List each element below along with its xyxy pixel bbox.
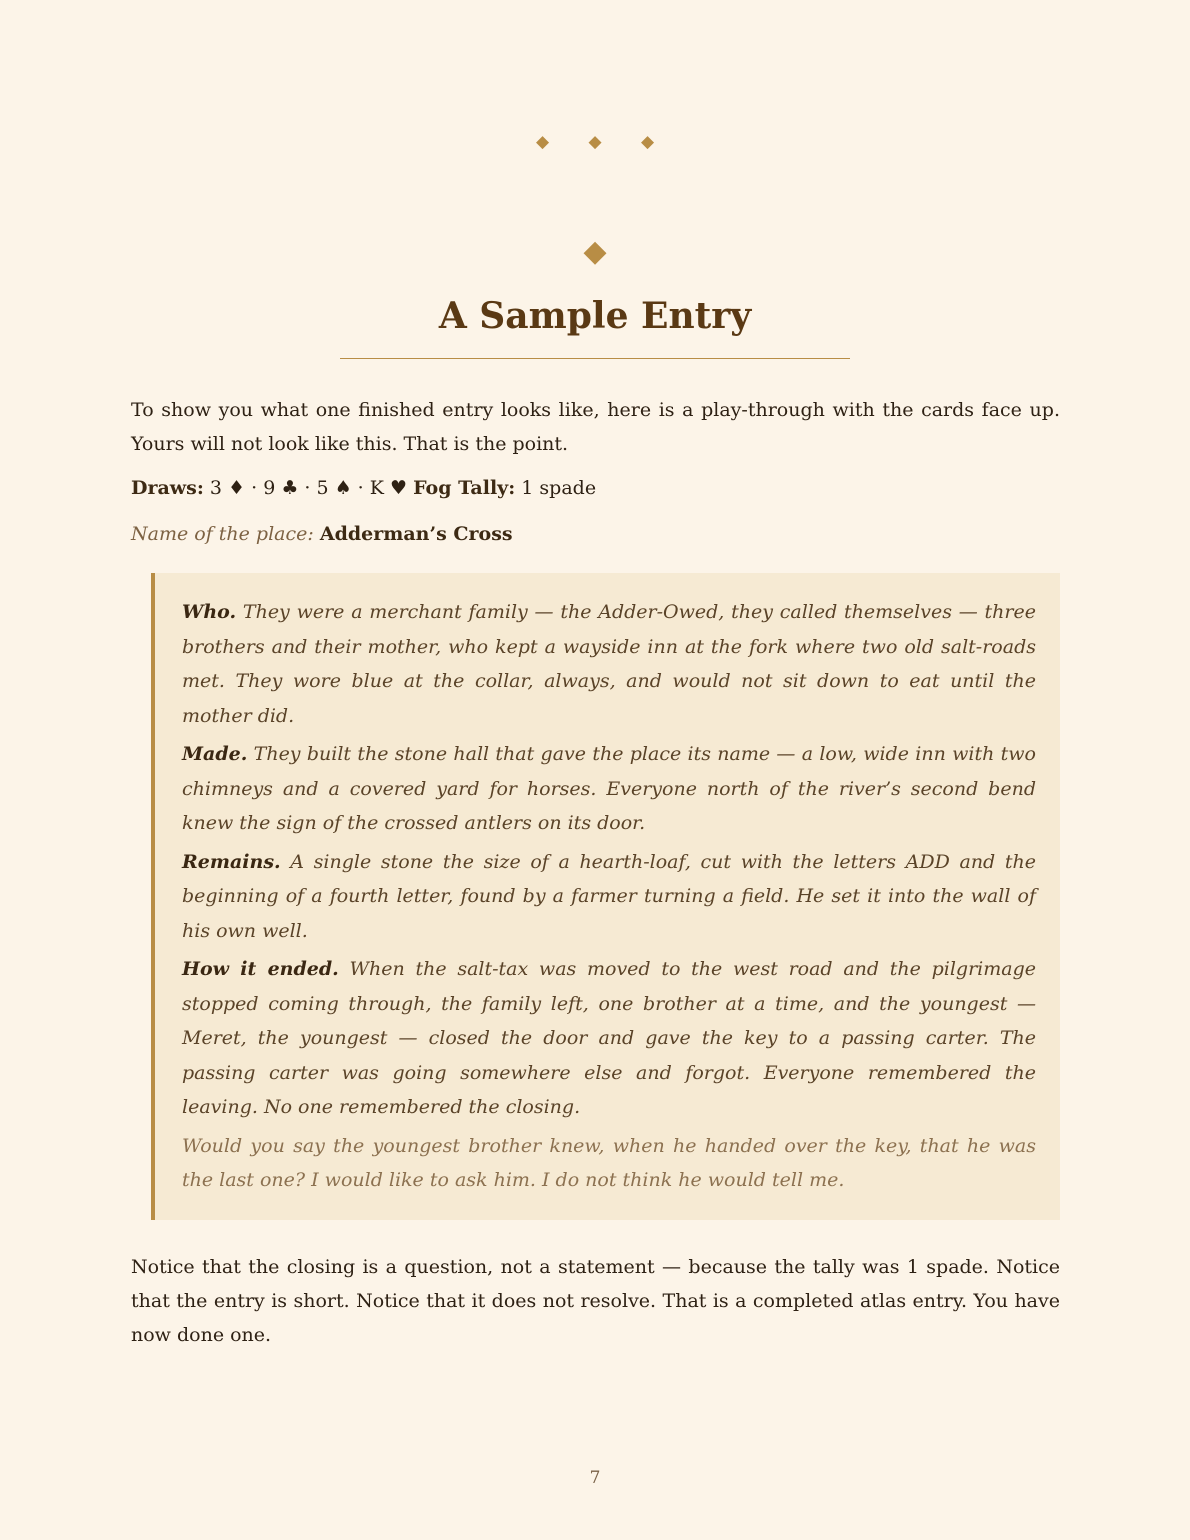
draws-line — [131, 471, 1060, 505]
entry-section-how-it-ended — [182, 952, 1036, 1125]
page-number: 7 — [589, 1468, 601, 1488]
diamond-ornament-icon: ◆ — [588, 132, 602, 152]
page-content — [131, 393, 1060, 1352]
entry-closing-question: Would you say the youngest brother knew, when he handed over the key, that he was the last one? I would like to ask him. I do not think he would tell me. — [182, 1134, 1036, 1191]
draws-label: Draws: — [131, 477, 204, 499]
section-text: When the salt-tax was moved to the west road and the pilgrimage stopped coming through, the family left, one brother at a time, and the youngest — Meret, the youngest — closed the door and gave the key to a passing carter. The passing carter was going somewhere else and forgot. Everyone remembered the leaving. No one remembered the closing. — [182, 958, 1037, 1118]
intro-paragraph: To show you what one finished entry looks like, here is a play-through with the cards face up. Yours will not look like this. That is the point. — [131, 399, 1060, 455]
title-diamond-icon: ◆ — [583, 234, 607, 269]
section-label: Who. — [182, 601, 237, 623]
diamond-ornament-icon: ◆ — [535, 132, 550, 152]
sample-entry-block — [151, 573, 1060, 1220]
entry-section-remains — [182, 845, 1036, 949]
diamond-ornament-icon: ◆ — [640, 132, 655, 152]
page-title: A Sample Entry — [438, 295, 752, 337]
section-label: How it ended. — [182, 958, 339, 980]
fog-tally-value: 1 spade — [521, 477, 597, 499]
entry-section-made — [182, 737, 1036, 841]
section-text: They built the stone hall that gave the place its name — a low, wide inn with two chimneys and a covered yard for horses. Everyone north of the river’s second bend knew the sign of the crossed antlers on its door. — [182, 743, 1036, 834]
place-name-line — [131, 517, 1060, 551]
section-label: Made. — [182, 743, 248, 765]
place-name: Adderman’s Cross — [319, 523, 513, 545]
draws-value: 3 ♦ · 9 ♣ · 5 ♠ · K ♥ — [209, 477, 408, 499]
entry-section-who — [182, 595, 1036, 733]
top-ornament-row — [0, 132, 1190, 152]
fog-tally-label: Fog Tally: — [413, 477, 516, 499]
section-text: They were a merchant family — the Adder-Owed, they called themselves — three brothers and their mother, who kept a wayside inn at the fork where two old salt-roads met. They wore blue at the collar, always, and would not sit down to eat until the mother did. — [182, 601, 1036, 727]
afterword-paragraph: Notice that the closing is a question, not a statement — because the tally was 1 spade. Notice that the entry is short. Notice that it does not resolve. That is a completed atlas entry. You have now done one. — [131, 1255, 1060, 1346]
title-divider — [340, 358, 850, 359]
place-label: Name of the place: — [131, 523, 314, 545]
section-label: Remains. — [182, 850, 281, 873]
section-text: A single stone the size of a hearth-loaf, cut with the letters ADD and the beginning of a fourth letter, found by a farmer turning a field. He set it into the wall of his own well. — [182, 850, 1036, 942]
